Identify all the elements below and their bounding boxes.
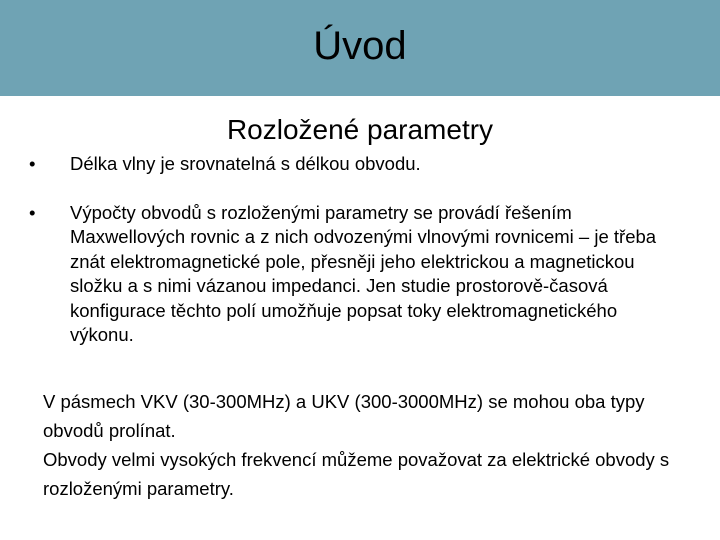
bullet-text: Délka vlny je srovnatelná s délkou obvodu. bbox=[70, 153, 421, 174]
bullet-item bbox=[0, 152, 680, 177]
bullet-text: Výpočty obvodů s rozloženými parametry se provádí řešením Maxwellových rovnic a z nich odvozenými vlnovými rovnicemi – je třeba znát elektromagnetické pole, přesněji jeho elektrickou a magnetickou složku a s nimi vázanou impedanci. Jen studie prostorově-časová konfigurace těchto polí umožňuje popsat toky elektromagnetického výkonu. bbox=[70, 201, 657, 345]
slide-title: Úvod bbox=[313, 24, 407, 68]
slide-subtitle: Rozložené parametry bbox=[226, 114, 494, 145]
bullet-icon: • bbox=[29, 201, 36, 223]
bullet-icon: • bbox=[29, 153, 36, 174]
bullet-list bbox=[0, 152, 720, 348]
body-paragraphs bbox=[43, 387, 693, 503]
bullet-item bbox=[0, 201, 680, 348]
paragraph: Obvody velmi vysokých frekvencí můžeme považovat za elektrické obvody s rozloženými parametry. bbox=[43, 449, 670, 499]
paragraph: V pásmech VKV (30-300MHz) a UKV (300-3000MHz) se mohou oba typy obvodů prolínat. bbox=[43, 391, 645, 441]
